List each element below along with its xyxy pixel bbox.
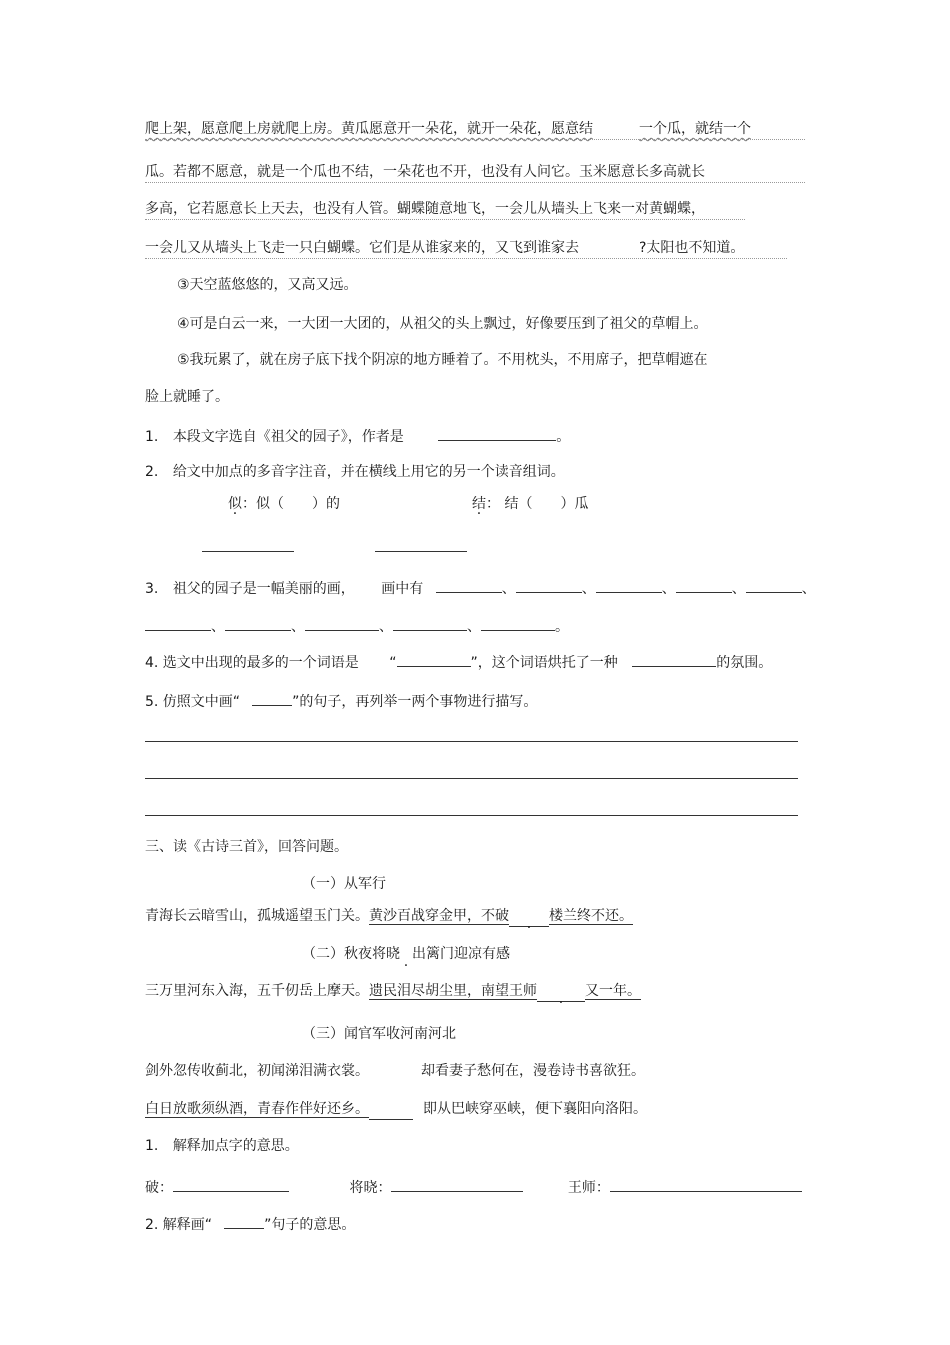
answer-blank[interactable]: [173, 1175, 289, 1192]
poem-question-1: [145, 1136, 299, 1156]
paragraph-4: ④可是白云一来，一大团一大团的，从祖父的头上飘过，好像要压到了祖父的草帽上。: [177, 316, 708, 332]
question-text: 5. 仿照文中画“: [145, 694, 241, 710]
answer-blank[interactable]: [202, 551, 294, 552]
dotted-blank: [537, 981, 585, 1002]
question-end: 的氛围。: [716, 655, 773, 671]
wavy-underline: [145, 219, 745, 220]
answer-line[interactable]: [145, 778, 798, 779]
passage-line-4-end: ?太阳也不知道。: [639, 240, 745, 256]
underline-sample: [224, 1212, 264, 1229]
separator: 、: [661, 581, 676, 597]
answer-blank[interactable]: [596, 576, 662, 593]
poem-text: 却看妻子愁何在，漫卷诗书喜欲狂。: [421, 1063, 645, 1079]
poem-1-title: （一）从军行: [302, 876, 386, 892]
question-text: 4. 选文中出现的最多的一个词语是: [145, 655, 359, 671]
paragraph-5-cont: 脸上就睡了。: [145, 389, 229, 405]
poem-1-line: [145, 906, 633, 927]
poem-2-line: [145, 981, 641, 1002]
poem-3-line-1: [145, 1061, 645, 1081]
question-3: [145, 576, 816, 599]
question-text: 解释加点字的意思。: [172, 1138, 299, 1154]
answer-blank[interactable]: [305, 614, 379, 631]
quote-open: “: [389, 655, 397, 671]
answer-blank[interactable]: [397, 650, 471, 667]
passage-line-4: [145, 238, 744, 258]
answer-blank[interactable]: [676, 576, 732, 593]
answer-blank[interactable]: [393, 614, 467, 631]
separator: 、: [581, 581, 596, 597]
separator: 、: [211, 619, 225, 635]
pinyin-item-text: ：似（ ）的: [242, 496, 340, 512]
pinyin-item-si: [228, 494, 340, 514]
question-text: ”句子的意思。: [264, 1217, 356, 1233]
answer-blank[interactable]: [516, 576, 582, 593]
answer-label: 破：: [145, 1180, 173, 1196]
question-text: 祖父的园子是一幅美丽的画，: [172, 581, 355, 597]
answer-line[interactable]: [145, 741, 798, 742]
question-5: [145, 689, 537, 712]
poem-title-text: （二）秋夜将晓: [302, 946, 400, 962]
separator: 、: [467, 619, 481, 635]
passage-line-2-text: 瓜。若都不愿意，就是一个瓜也不结，一朵花也不开，也没有人问它。玉米愿意长多高就长: [145, 164, 705, 180]
passage-line-2: [145, 162, 705, 182]
poem-2-title: [302, 944, 510, 964]
answer-label: 王师：: [567, 1180, 610, 1196]
question-4: [145, 650, 772, 673]
answer-blank[interactable]: [391, 1175, 523, 1192]
separator: 、: [379, 619, 393, 635]
question-2: [145, 462, 565, 482]
question-text: 本段文字选自《祖父的园子》，作者是: [172, 429, 404, 445]
poem-text: 青海长云暗雪山，孤城遥望玉门关。: [145, 908, 369, 924]
question-number: 1.: [145, 1138, 159, 1154]
poem-underlined-text: 楼兰终不还。: [549, 908, 633, 924]
separator: 、: [801, 581, 816, 597]
separator: 、: [291, 619, 305, 635]
dotted-blank: [509, 906, 549, 927]
poem-underlined-text: 白日放歌须纵酒，青春作伴好还乡。: [145, 1101, 369, 1117]
passage-line-3: [145, 199, 705, 219]
poem-text: 即从巴峡穿巫峡，便下襄阳向洛阳。: [423, 1101, 647, 1117]
paragraph-5: ⑤我玩累了，就在房子底下找个阴凉的地方睡着了。不用枕头，不用席子，把草帽遮在: [177, 352, 708, 368]
poem-question-1-answers: [145, 1175, 802, 1198]
answer-blank[interactable]: [438, 424, 556, 441]
poem-underlined-text: 又一年。: [585, 983, 641, 999]
poem-3-title: （三）闻官军收河南河北: [302, 1026, 456, 1042]
passage-line-4-text: 一会儿又从墙头上飞走一只白蝴蝶。它们是从谁家来的，又飞到谁家去: [145, 240, 579, 256]
question-text: 2. 解释画“: [145, 1217, 213, 1233]
answer-line[interactable]: [145, 815, 798, 816]
question-number: 3.: [145, 581, 159, 597]
dotted-mark: [400, 944, 412, 964]
wavy-underline: [145, 139, 805, 140]
question-text: ”的句子，再列举一两个事物进行描写。: [292, 694, 538, 710]
answer-blank[interactable]: [746, 576, 802, 593]
poem-3-line-2: [145, 1099, 647, 1120]
passage-line-1-end: 一个瓜，就结一个: [639, 121, 751, 137]
underline-sample: [252, 689, 292, 706]
answer-blank[interactable]: [375, 551, 467, 552]
wavy-underline: [145, 182, 805, 183]
question-text: 给文中加点的多音字注音，并在横线上用它的另一个读音组词。: [172, 464, 565, 480]
question-end: 。: [556, 429, 571, 445]
pinyin-item-text: ： 结（ ）瓜: [486, 496, 589, 512]
passage-line-1: [145, 119, 751, 139]
answer-blank[interactable]: [481, 614, 555, 631]
dotted-char: 似: [228, 496, 242, 512]
question-text: ”，这个词语烘托了一种: [470, 655, 618, 671]
question-number: 1.: [145, 429, 159, 445]
answer-label: 将晓：: [349, 1180, 392, 1196]
answer-blank[interactable]: [225, 614, 291, 631]
poem-underlined-text: 遗民泪尽胡尘里，南望王师: [369, 983, 537, 999]
question-3-cont: [145, 614, 569, 637]
answer-blank[interactable]: [436, 576, 502, 593]
answer-blank[interactable]: [632, 650, 716, 667]
wavy-underline: [145, 258, 787, 259]
answer-blank[interactable]: [145, 614, 211, 631]
section-3-title: 三、读《古诗三首》，回答问题。: [145, 839, 348, 855]
question-text: 画中有: [381, 581, 424, 597]
poem-text: 三万里河东入海，五千仞岳上摩天。: [145, 983, 369, 999]
paragraph-3: ③天空蓝悠悠的，又高又远。: [177, 277, 358, 293]
dotted-char: 结: [472, 496, 486, 512]
passage-line-1-text: 爬上架，愿意爬上房就爬上房。黄瓜愿意开一朵花，就开一朵花，愿意结: [145, 121, 593, 137]
pinyin-item-jie: [472, 494, 588, 514]
passage-line-3-text: 多高，它若愿意长上天去，也没有人管。蝴蝶随意地飞，一会儿从墙头上飞来一对黄蝴蝶，: [145, 201, 705, 217]
question-number: 2.: [145, 464, 159, 480]
question-end: 。: [555, 619, 569, 635]
poem-question-2: [145, 1212, 355, 1235]
poem-title-text: 出篱门迎凉有感: [412, 946, 510, 962]
separator: 、: [731, 581, 746, 597]
answer-blank[interactable]: [610, 1175, 802, 1192]
poem-text: 剑外忽传收蓟北，初闻涕泪满衣裳。: [145, 1063, 369, 1079]
separator: 、: [501, 581, 516, 597]
poem-underlined-text: 黄沙百战穿金甲，不破: [369, 908, 509, 924]
question-1: [145, 424, 570, 447]
